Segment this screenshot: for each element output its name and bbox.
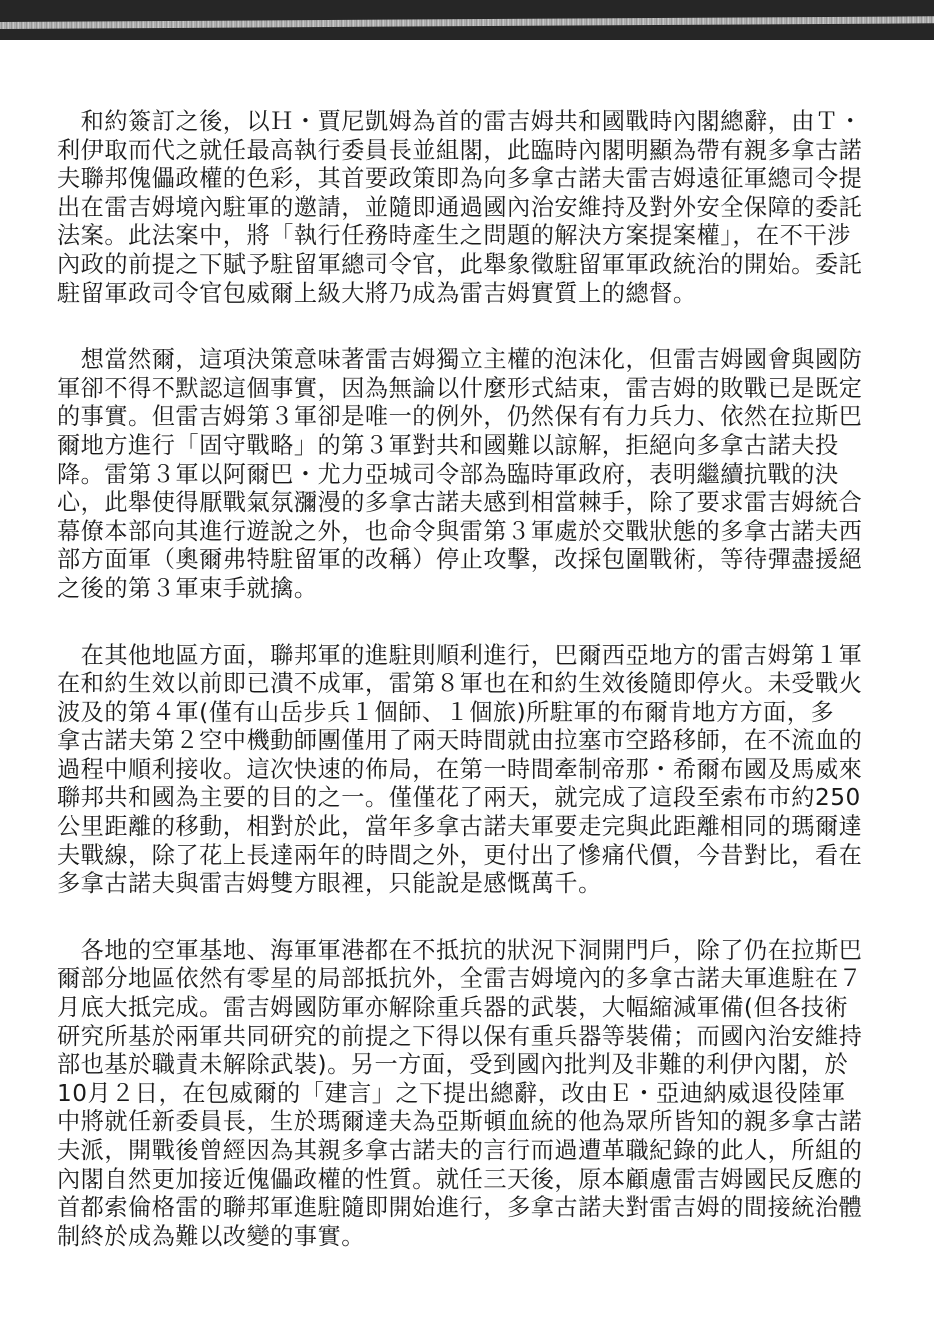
text-line: 爾部分地區依然有零星的局部抵抗外，全雷吉姆境內的多拿古諾夫軍進駐在７ [57,965,863,993]
text-line: 想當然爾，這項決策意味著雷吉姆獨立主權的泡沫化，但雷吉姆國會與國防 [57,346,863,374]
text-line: 內閣自然更加接近傀儡政權的性質。就任三天後，原本顧慮雷吉姆國民反應的 [57,1165,863,1193]
text-line: 夫聯邦傀儡政權的色彩，其首要政策即為向多拿古諾夫雷吉姆遠征軍總司令提 [57,165,863,193]
text-line: 公里距離的移動，相對於此，當年多拿古諾夫軍要走完與此距離相同的瑪爾達 [57,813,863,841]
text-line: 幕僚本部向其進行遊說之外，也命令與雷第３軍處於交戰狀態的多拿古諾夫西 [57,517,863,545]
text-line: 多拿古諾夫與雷吉姆雙方眼裡，只能說是感慨萬千。 [57,870,602,898]
text-line: 之後的第３軍束手就擒。 [57,574,318,602]
text-line: 拿古諾夫第２空中機動師團僅用了兩天時間就由拉塞市空路移師，在不流血的 [57,727,863,755]
text-line: 首都索倫格雷的聯邦軍進駐隨即開始進行，多拿古諾夫對雷吉姆的間接統治體 [57,1194,863,1222]
text-line: 和約簽訂之後，以Ｈ・賈尼凱姆為首的雷吉姆共和國戰時內閣總辭，由Ｔ・ [57,108,863,135]
text-line: 月底大抵完成。雷吉姆國防軍亦解除重兵器的武裝，大幅縮減軍備(但各技術 [57,994,849,1022]
text-line: 夫戰線，除了花上長達兩年的時間之外，更付出了慘痛代價，今昔對比，看在 [57,841,863,869]
text-line: 中將就任新委員長，生於瑪爾達夫為亞斯頓血統的他為眾所皆知的親多拿古諾 [57,1108,863,1136]
text-line: 制終於成為難以改變的事實。 [57,1222,365,1250]
paragraph-4 [57,937,887,1252]
text-line: 在和約生效以前即已潰不成軍，雷第８軍也在和約生效後隨即停火。未受戰火 [57,670,863,698]
text-line: 爾地方進行「固守戰略」的第３軍對共和國難以諒解，拒絕向多拿古諾夫投 [57,431,839,459]
text-line: 心，此舉使得厭戰氣氛瀰漫的多拿古諾夫感到相當棘手，除了要求雷吉姆統合 [57,489,863,517]
text-line: 法案。此法案中，將「執行任務時產生之問題的解決方案提案權」，在不干涉 [57,222,851,250]
page-body [57,108,887,1289]
paragraph-2 [57,346,887,603]
paragraph-3 [57,642,887,899]
text-line: 的事實。但雷吉姆第３軍卻是唯一的例外，仍然保有有力兵力、依然在拉斯巴 [57,403,863,431]
text-line: 聯邦共和國為主要的目的之一。僅僅花了兩天，就完成了這段至索布市約250 [57,784,861,812]
text-line: 出在雷吉姆境內駐軍的邀請，並隨即通過國內治安維持及對外安全保障的委託 [57,193,863,221]
text-line: 在其他地區方面，聯邦軍的進駐則順利進行，巴爾西亞地方的雷吉姆第１軍 [57,641,863,669]
text-line: 各地的空軍基地、海軍軍港都在不抵抗的狀況下洞開門戶，除了仍在拉斯巴 [57,936,863,964]
text-line: 夫派，開戰後曾經因為其親多拿古諾夫的言行而過遭革職紀錄的此人，所組的 [57,1137,863,1164]
text-line: 駐留軍政司令官包威爾上級大將乃成為雷吉姆實質上的總督。 [57,279,697,307]
text-line: 10月２日，在包威爾的「建言」之下提出總辭，改由Ｅ・亞迪納威退役陸軍 [57,1079,846,1107]
text-line: 部也基於職責未解除武裝)。另一方面，受到國內批判及非難的利伊內閣，於 [57,1051,849,1079]
text-line: 軍卻不得不默認這個事實，因為無論以什麼形式結束，雷吉姆的敗戰已是既定 [57,374,863,402]
text-line: 降。雷第３軍以阿爾巴・尤力亞城司令部為臨時軍政府，表明繼續抗戰的決 [57,460,839,488]
text-line: 研究所基於兩軍共同研究的前提之下得以保有重兵器等裝備；而國內治安維持 [57,1022,863,1050]
text-line: 波及的第４軍(僅有山岳步兵１個師、１個旅)所駐軍的布爾肯地方方面，多 [57,698,835,726]
text-line: 部方面軍（奧爾弗特駐留軍的改稱）停止攻擊，改採包圍戰術，等待彈盡援絕 [57,546,863,574]
paragraph-1 [57,108,887,308]
text-line: 利伊取而代之就任最高執行委員長並組閣，此臨時內閣明顯為帶有親多拿古諾 [57,136,863,164]
text-line: 內政的前提之下賦予駐留軍總司令官，此舉象徵駐留軍軍政統治的開始。委託 [57,250,863,278]
text-line: 過程中順利接收。這次快速的佈局，在第一時間牽制帝那・希爾布國及馬威來 [57,755,863,783]
scan-header-band [0,0,934,40]
header-stripe-decoration [0,16,934,29]
